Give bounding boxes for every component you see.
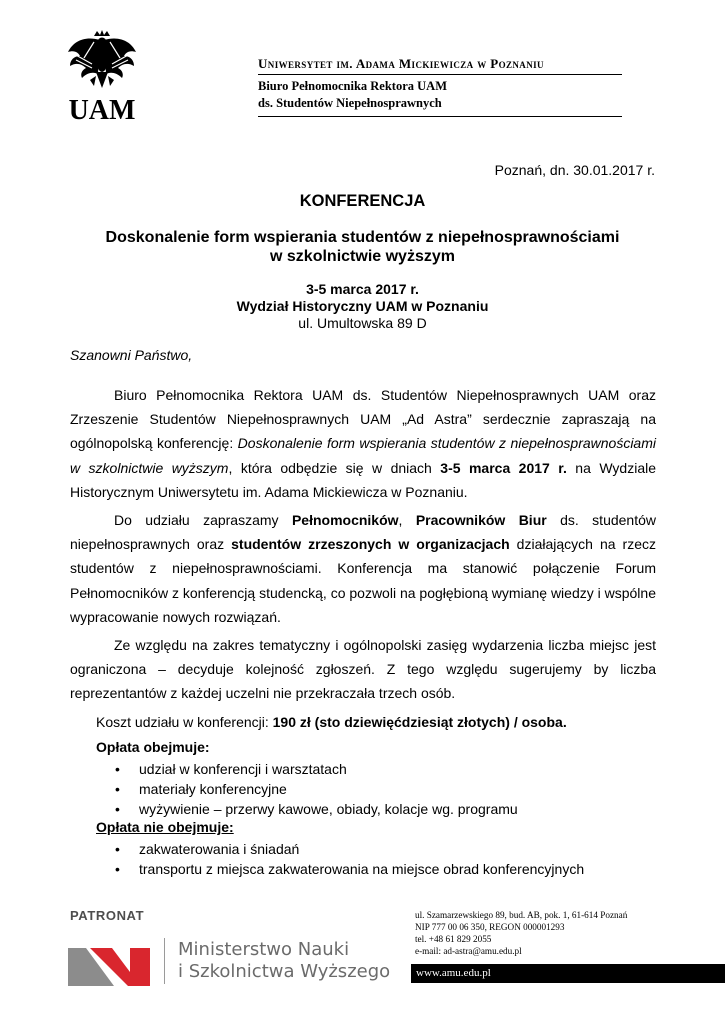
header-divider-bottom [258,116,622,117]
list-item: • udział w konferencji i warsztatach [115,759,518,779]
list-item: • zakwaterowania i śniadań [115,839,584,859]
text-run: Biuro Pełnomocnika Rektora UAM ds. Studentów Niepełnosprawnych UAM oraz Zrzeszenie Studentów Niepełnosprawnych UAM „Ad Astra” serdecznie zapraszają na ogólnopolską konferencję: [70,387,656,452]
footer-website-link[interactable]: www.amu.edu.pl [416,967,491,979]
footer-phone: tel. +48 61 829 2055 [415,934,492,944]
office-name-line2: ds. Studentów Niepełnosprawnych [258,96,442,110]
includes-list [115,759,518,819]
paragraph-audience [70,508,656,629]
paragraph-invitation [70,383,656,504]
conference-title-line1: Doskonalenie form wspierania studentów z niepełnosprawnościami [105,229,620,246]
ministry-divider [164,938,165,984]
conference-title-line2: w szkolnictwie wyższym [270,248,455,265]
letter-body [70,383,656,706]
footer-address: ul. Szamarzewskiego 89, bud. AB, pok. 1, 61-614 Poznań [415,910,628,920]
audience-bold: Pracowników Biur [415,512,547,529]
list-item: • materiały konferencyjne [115,779,518,799]
footer-email: e-mail: ad-astra@amu.edu.pl [415,946,522,956]
header-divider-top [258,74,622,75]
dates-bold: 3-5 marca 2017 r. [440,459,567,476]
cost-value: 190 zł (sto dziewięćdziesiąt złotych) / osoba. [272,714,567,730]
audience-bold: studentów zrzeszonych w organizacjach [231,536,510,553]
conference-dates: 3-5 marca 2017 r. [306,281,419,297]
paragraph-limits: Ze względu na zakres tematyczny i ogólnopolski zasięg wydarzenia liczba miejsc jest ograniczona – decyduje kolejność zgłoszeń. Z tego względu sugerujemy by liczba reprezentantów z każdej uczelni nie przekraczała trzech osób. [70,637,656,702]
ministry-name-line2: i Szkolnictwa Wyższego [178,961,391,982]
text-run: działających na rzecz studentów z niepełnosprawnościami. Konferencja ma stanowić połączenie Forum Pełnomocników z konferencją studencką, co pozwoli na pogłębioną wymianę wiedzy i wspólne wypracowanie nowych rozwiązań. [70,536,656,625]
excludes-heading: Opłata nie obejmuje: [96,819,234,835]
text-run: Do udziału zapraszamy [114,512,292,529]
text-run: ds. studentów niepełnosprawnych oraz [70,512,657,553]
university-name: Uniwersytet im. Adama Mickiewicza w Poznaniu [258,56,544,71]
audience-bold: Pełnomocników [291,512,399,529]
conference-street: ul. Umultowska 89 D [298,315,427,331]
cost-line [96,714,567,730]
cost-label: Koszt udziału w konferencji: [96,714,273,730]
conference-title-italic: Doskonalenie form wspierania studentów z niepełnosprawnościami w szkolnictwie wyższym [70,435,656,476]
text-run: , [398,512,416,529]
office-name-line1: Biuro Pełnomocnika Rektora UAM [258,79,447,93]
ministry-logo-icon [68,938,150,986]
uam-eagle-logo [64,30,140,122]
place-and-date: Poznań, dn. 30.01.2017 r. [494,162,655,178]
patronage-label: PATRONAT [70,908,145,923]
ministry-name-line1: Ministerstwo Nauki [178,939,350,960]
list-item: • transportu z miejsca zakwaterowania na miejsce obrad konferencyjnych [115,859,584,879]
list-item: • wyżywienie – przerwy kawowe, obiady, kolacje wg. programu [115,799,518,819]
salutation: Szanowni Państwo, [70,347,193,363]
text-run: na Wydziale Historycznym Uniwersytetu im. Adama Mickiewicza w Poznaniu. [70,459,657,500]
text-run: , która odbędzie się w dniach [228,459,441,476]
document-type-heading: KONFERENCJA [299,192,426,210]
conference-venue: Wydział Historyczny UAM w Poznaniu [236,298,489,314]
footer-tax-ids: NIP 777 00 06 350, REGON 000001293 [415,922,565,932]
logo-text: UAM [68,95,136,122]
includes-heading: Opłata obejmuje: [96,739,210,755]
excludes-list [115,839,584,879]
